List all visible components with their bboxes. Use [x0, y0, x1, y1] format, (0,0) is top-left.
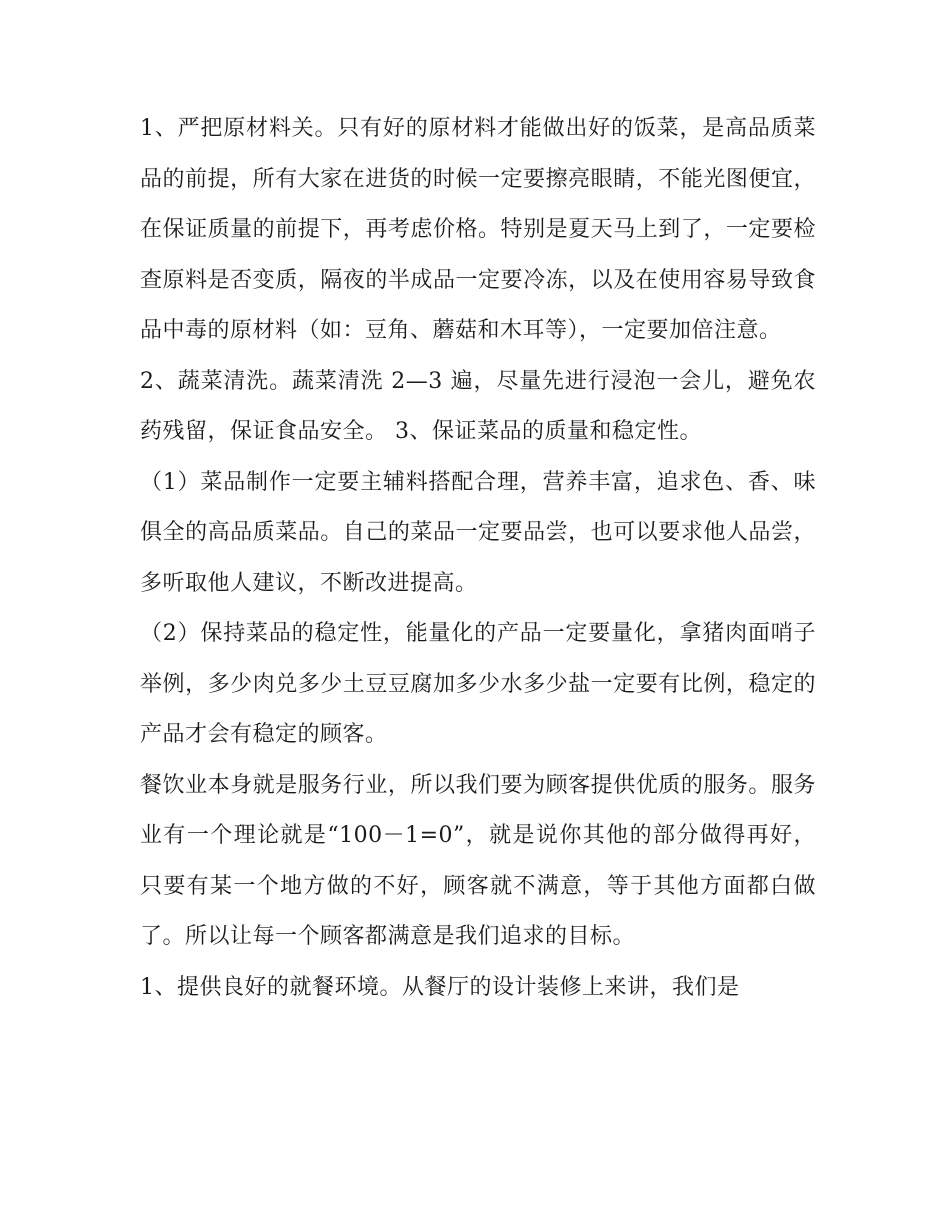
paragraph-dining-environment: 1、提供良好的就餐环境。从餐厅的设计装修上来讲，我们是 [140, 974, 740, 1000]
paragraph-vegetable-washing: 2、蔬菜清洗。蔬菜清洗 2—3 遍，尽量先进行浸泡一会儿，避免农药残留，保证食品安全。 3、保证菜品的质量和稳定性。 [140, 368, 816, 444]
paragraph-service-quality: 餐饮业本身就是服务行业，所以我们要为顾客提供优质的服务。服务业有一个理论就是“100－1=0”，就是说你其他的部分做得再好，只要有某一个地方做的不好，顾客就不满意，等于其他方面都白做了。所以让每一个顾客都满意是我们追求的目标。 [140, 772, 816, 949]
paragraph-dish-stability: （2）保持菜品的稳定性，能量化的产品一定要量化，拿猪肉面哨子举例，多少肉兑多少土豆豆腐加多少水多少盐一定要有比例，稳定的产品才会有稳定的顾客。 [140, 621, 816, 747]
paragraph-raw-materials: 1、严把原材料关。只有好的原材料才能做出好的饭菜，是高品质菜品的前提，所有大家在进货的时候一定要擦亮眼睛，不能光图便宜，在保证质量的前提下，再考虑价格。特别是夏天马上到了，一定要检查原料是否变质，隔夜的半成品一定要冷冻，以及在使用容易导致食品中毒的原材料（如：豆角、蘑菇和木耳等），一定要加倍注意。 [140, 116, 816, 343]
document-body [140, 104, 816, 1013]
paragraph-dish-preparation: （1）菜品制作一定要主辅料搭配合理，营养丰富，追求色、香、味俱全的高品质菜品。自己的菜品一定要品尝，也可以要求他人品尝，多听取他人建议，不断改进提高。 [140, 469, 816, 596]
